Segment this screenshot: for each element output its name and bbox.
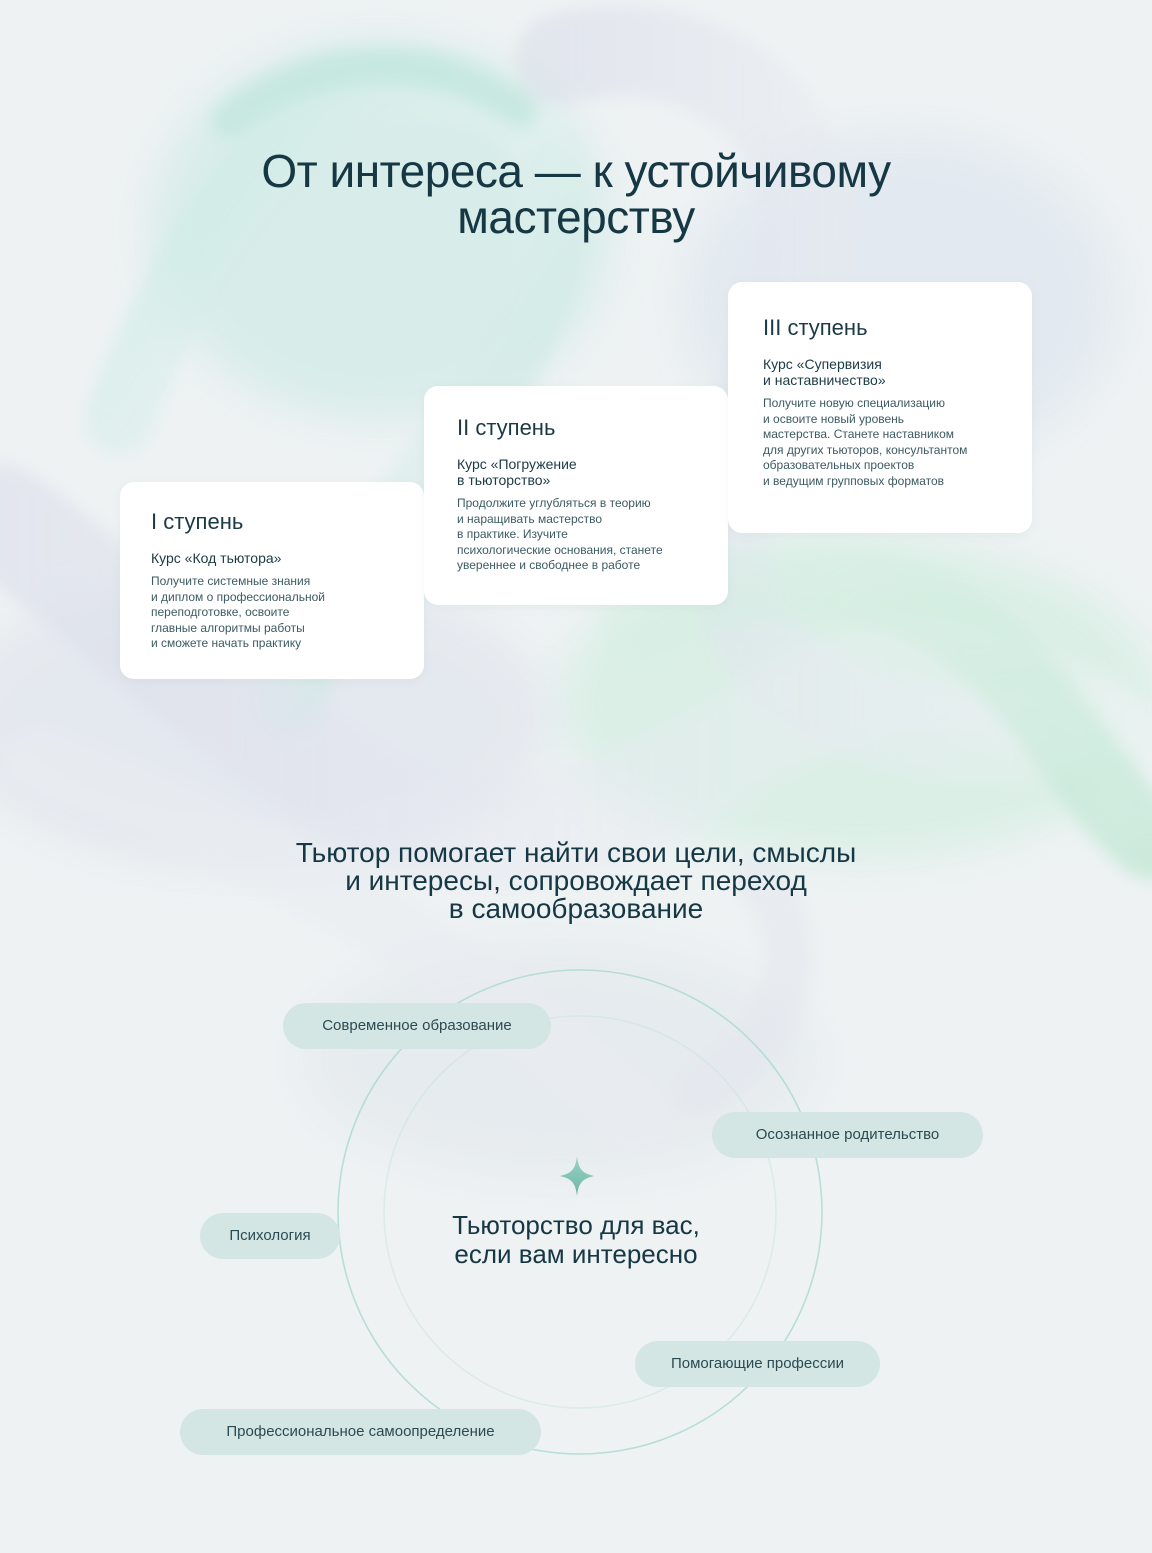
step-card-2 — [424, 386, 728, 605]
sparkle-icon — [560, 1156, 594, 1196]
step-label: I ступень — [151, 509, 244, 534]
course-title: Курс «Код тьютора» — [151, 550, 282, 566]
interest-pill-conscious-parenting: Осознанное родительство — [712, 1112, 983, 1158]
course-title: Курс «Супервизия и наставничество» — [763, 356, 886, 388]
interest-pill-psychology: Психология — [200, 1213, 340, 1259]
hero-title-text: От интереса — к устойчивому мастерству — [261, 145, 891, 243]
interest-pill-career-self-determination: Профессиональное самоопределение — [180, 1409, 541, 1455]
interest-pill-modern-education: Современное образование — [283, 1003, 551, 1049]
interest-pill-helping-professions: Помогающие профессии — [635, 1341, 880, 1387]
step-label: II ступень — [457, 415, 556, 440]
course-description: Продолжите углубляться в теорию и наращивать мастерство в практике. Изучите психологические основания, станете увереннее и свободнее в работе — [457, 496, 663, 572]
hero-title — [176, 145, 976, 243]
course-title: Курс «Погружение в тьюторство» — [457, 456, 577, 488]
tutor-heading: Тьютор помогает найти свои цели, смыслы и интересы, сопровождает переход в самообразование — [295, 837, 857, 924]
interests-center-text: Тьюторство для вас, если вам интересно — [452, 1210, 700, 1269]
step-label: III ступень — [763, 315, 868, 340]
step-card-3 — [728, 282, 1032, 533]
course-description: Получите новую специализацию и освоите новый уровень мастерства. Станете наставником для других тьюторов, консультантом образовательных проектов и ведущим групповых форматов — [763, 396, 968, 488]
step-card-1 — [120, 482, 424, 679]
course-description: Получите системные знания и диплом о профессиональной переподготовке, освоите главные алгоритмы работы и сможете начать практику — [151, 574, 325, 650]
